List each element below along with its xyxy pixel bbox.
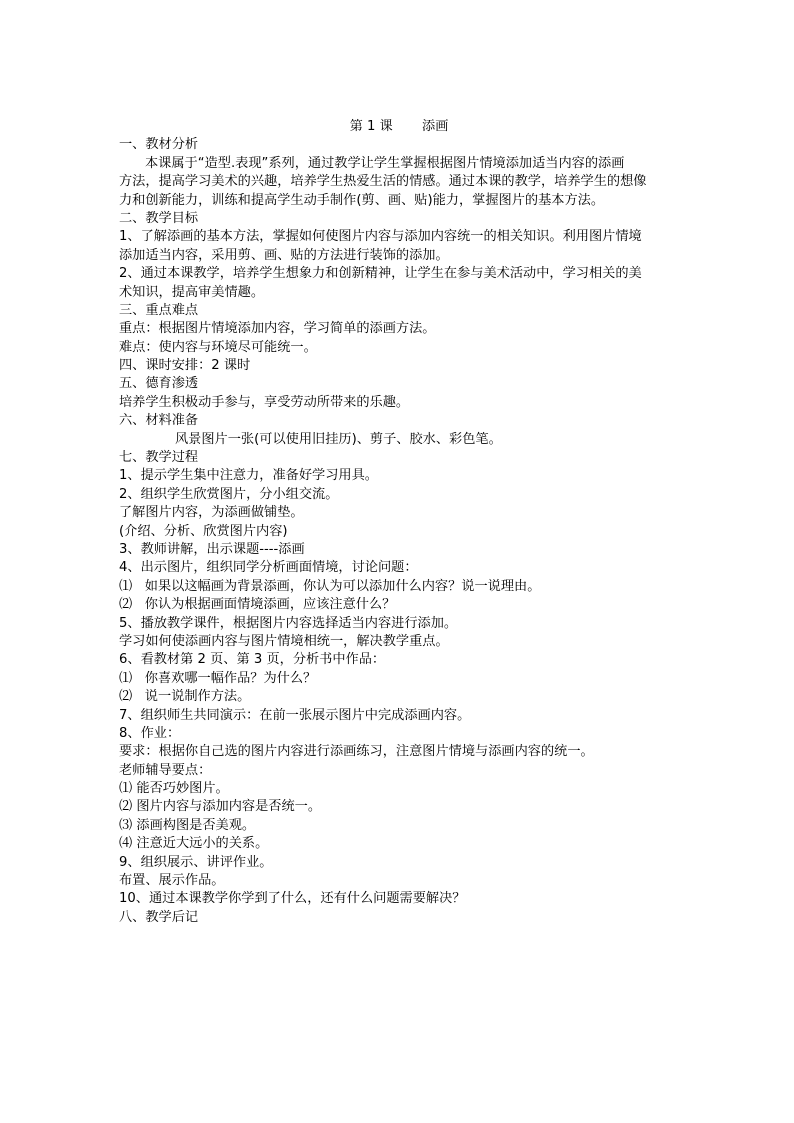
list-item: 4、出示图片，组织同学分析画面情境，讨论问题： (119, 560, 418, 576)
section-heading-materials: 六、材料准备 (119, 413, 199, 429)
list-item: 10、通过本课教学你学到了什么，还有什么问题需要解决？ (119, 891, 466, 907)
paragraph-line: 学习如何使添画内容与图片情境相统一，解决教学重点。 (119, 633, 449, 649)
list-item: 6、看教材第 2 页、第 3 页，分析书中作品： (119, 652, 386, 668)
sub-list-item: ⑵ 你认为根据画面情境添画，应该注意什么？ (119, 597, 396, 613)
lesson-title: 第 1 课 添画 (349, 119, 449, 134)
paragraph-line: 添加适当内容，采用剪、画、贴的方法进行装饰的添加。 (119, 247, 449, 263)
sub-list-item: ⑴ 能否巧妙图片。 (119, 781, 229, 797)
paragraph-line: 要求：根据你自己选的图片内容进行添画练习，注意图片情境与添画内容的统一。 (119, 744, 594, 760)
list-item: 8、作业： (119, 725, 181, 741)
list-item: 9、组织展示、讲评作业。 (119, 854, 273, 870)
section-heading-textbook-analysis: 一、教材分析 (119, 137, 199, 153)
paragraph-line: 2、通过本课教学，培养学生想象力和创新精神，让学生在参与美术活动中，学习相关的美 (119, 266, 642, 282)
section-heading-teaching-process: 七、教学过程 (119, 450, 199, 466)
paragraph-line: 了解图片内容，为添画做铺垫。 (119, 505, 304, 521)
paragraph-line: 本课属于“造型.表现”系列，通过教学让学生掌握根据图片情境添加适当内容的添画 (145, 155, 625, 171)
paragraph-line: 术知识，提高审美情趣。 (119, 284, 265, 300)
paragraph-line: 培养学生积极动手参与，享受劳动所带来的乐趣。 (119, 394, 410, 410)
sub-list-item: ⑴ 如果以这幅画为背景添画，你认为可以添加什么内容？说一说理由。 (119, 578, 541, 594)
sub-list-item: ⑶ 添画构图是否美观。 (119, 817, 256, 833)
paragraph-line: 难点：使内容与环境尽可能统一。 (119, 339, 317, 355)
paragraph-line: 风景图片一张(可以使用旧挂历)、剪子、胶水、彩色笔。 (175, 431, 502, 447)
list-item: 5、播放教学课件，根据图片内容选择适当内容进行添加。 (119, 615, 458, 631)
paragraph-line: 方法，提高学习美术的兴趣，培养学生热爱生活的情感。通过本课的教学，培养学生的想像 (119, 174, 647, 190)
list-item: 7、组织师生共同演示：在前一张展示图片中完成添画内容。 (119, 707, 471, 723)
paragraph-line: 布置、展示作品。 (119, 873, 225, 889)
section-heading-moral-education: 五、德育渗透 (119, 376, 199, 392)
sub-list-item: ⑵ 说一说制作方法。 (119, 689, 251, 705)
sub-list-item: ⑷ 注意近大远小的关系。 (119, 836, 269, 852)
section-heading-teaching-notes: 八、教学后记 (119, 909, 199, 925)
list-item: 3、教师讲解，出示课题----添画 (119, 541, 305, 557)
list-item: 1、提示学生集中注意力，准备好学习用具。 (119, 468, 378, 484)
section-heading-teaching-goals: 二、教学目标 (119, 210, 199, 226)
section-heading-schedule: 四、课时安排：2 课时 (119, 358, 251, 374)
paragraph-line: 1、了解添画的基本方法，掌握如何使图片内容与添加内容统一的相关知识。利用图片情境 (119, 229, 642, 245)
sub-list-item: ⑴ 你喜欢哪一幅作品？为什么？ (119, 670, 317, 686)
list-item: 2、组织学生欣赏图片，分小组交流。 (119, 486, 339, 502)
document-body (119, 118, 679, 927)
section-heading-key-points: 三、重点难点 (119, 302, 199, 318)
paragraph-line: 老师辅导要点： (119, 762, 212, 778)
sub-list-item: ⑵ 图片内容与添加内容是否统一。 (119, 799, 322, 815)
paragraph-line: (介绍、分析、欣赏图片内容) (119, 523, 288, 539)
paragraph-line: 重点：根据图片情境添加内容，学习简单的添画方法。 (119, 321, 436, 337)
paragraph-line: 力和创新能力，训练和提高学生动手制作(剪、画、贴)能力，掌握图片的基本方法。 (119, 192, 605, 208)
